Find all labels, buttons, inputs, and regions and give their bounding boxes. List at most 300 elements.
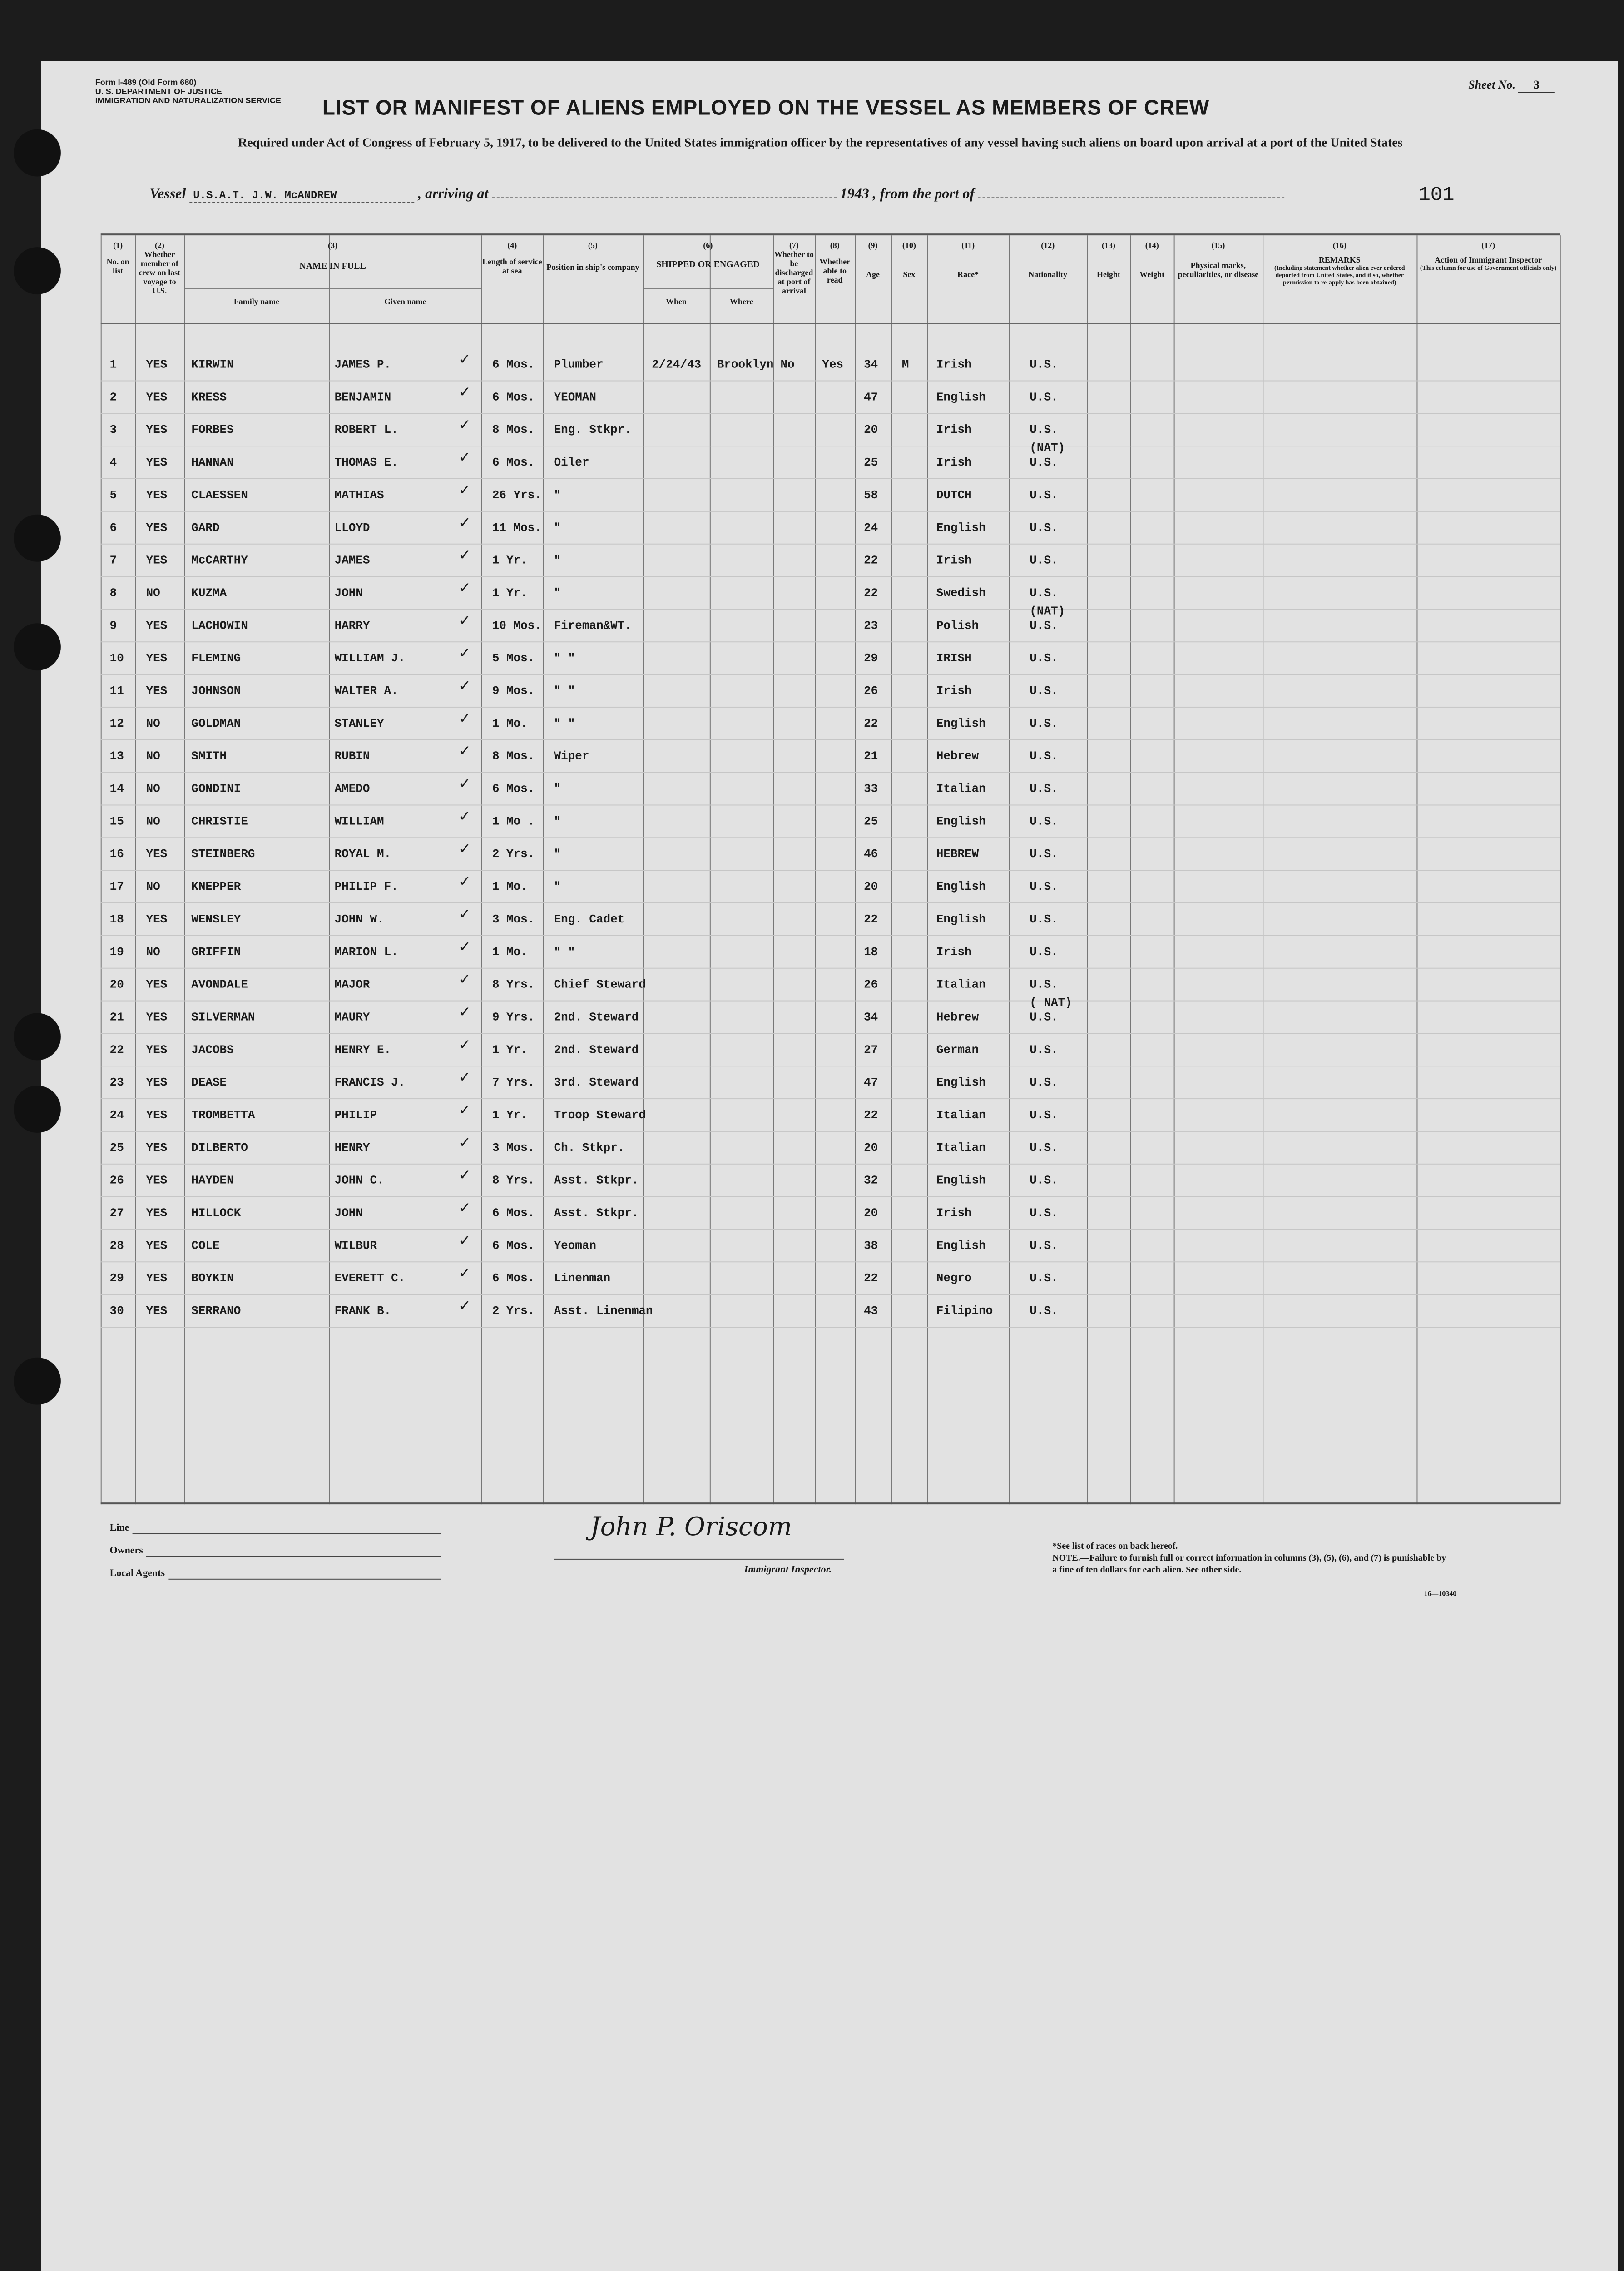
nationality: U.S. <box>1030 749 1058 763</box>
manifest-page <box>41 61 1618 2271</box>
header-race: (11) Race* <box>957 241 979 279</box>
race: Hebrew <box>936 749 979 763</box>
table-row <box>101 1262 1560 1295</box>
age: 22 <box>864 586 878 600</box>
line-label: Line <box>109 1522 129 1534</box>
row-number: 9 <box>109 619 117 633</box>
position: " " <box>554 684 575 698</box>
given-name: JOHN <box>334 1206 363 1220</box>
given-name: HARRY <box>334 619 370 633</box>
table-row <box>101 996 1560 1034</box>
service-length: 8 Mos. <box>492 423 535 437</box>
given-name: MARION L. <box>334 945 398 959</box>
position: Yeoman <box>554 1239 596 1253</box>
table-row <box>101 577 1560 610</box>
race: English <box>936 880 986 894</box>
position: 2nd. Steward <box>554 1010 639 1024</box>
row-number: 19 <box>109 945 124 959</box>
prev-voyage: NO <box>146 782 160 796</box>
sheet-value: 3 <box>1518 78 1555 93</box>
position: " <box>554 521 561 535</box>
page-title: LIST OR MANIFEST OF ALIENS EMPLOYED ON THE VESSEL AS MEMBERS OF CREW <box>322 95 1210 119</box>
header-read: (8) Whether able to read <box>819 241 851 284</box>
family-name: FORBES <box>191 423 234 437</box>
table-row <box>101 349 1560 382</box>
nationality-note: (NAT) <box>1030 441 1065 455</box>
given-name: FRANCIS J. <box>334 1076 406 1090</box>
given-name: ROBERT L. <box>334 423 398 437</box>
nationality: U.S. <box>1030 977 1058 992</box>
race: English <box>936 1076 986 1090</box>
check-mark-icon: ✓ <box>459 579 471 596</box>
row-number: 27 <box>109 1206 124 1220</box>
family-name: COLE <box>191 1239 220 1253</box>
header-service: (4) Length of service at sea <box>482 241 542 275</box>
check-mark-icon: ✓ <box>459 1199 471 1216</box>
prev-voyage: YES <box>146 847 168 861</box>
given-name: WILLIAM J. <box>334 651 406 665</box>
row-number: 25 <box>109 1140 124 1155</box>
discharge: No <box>780 357 795 372</box>
prev-voyage: YES <box>146 1304 168 1318</box>
header-physical-marks: (15) Physical marks, peculiarities, or disease <box>1178 241 1259 279</box>
check-mark-icon: ✓ <box>459 546 471 564</box>
position: Fireman&WT. <box>554 619 632 633</box>
check-mark-icon: ✓ <box>459 774 471 792</box>
prev-voyage: YES <box>146 357 168 372</box>
check-mark-icon: ✓ <box>459 1133 471 1151</box>
given-name: LLOYD <box>334 521 370 535</box>
table-row <box>101 740 1560 773</box>
table-row <box>101 773 1560 806</box>
nationality: U.S. <box>1030 1206 1058 1220</box>
prev-voyage: NO <box>146 586 160 600</box>
prev-voyage: YES <box>146 1271 168 1285</box>
service-length: 3 Mos. <box>492 912 535 926</box>
given-name: WILBUR <box>334 1239 377 1253</box>
nationality-note: ( NAT) <box>1030 996 1072 1010</box>
row-number: 4 <box>109 456 117 470</box>
header-no: (1) No. on list <box>106 241 129 275</box>
binder-hole-icon <box>14 1358 61 1405</box>
race: Irish <box>936 456 972 470</box>
check-mark-icon: ✓ <box>459 611 471 629</box>
race: Italian <box>936 1140 986 1155</box>
prev-voyage: YES <box>146 553 168 567</box>
nationality: U.S. <box>1030 357 1058 372</box>
service-length: 1 Yr. <box>492 1108 528 1122</box>
given-name: JOHN <box>334 586 363 600</box>
prev-voyage: YES <box>146 1010 168 1024</box>
race: English <box>936 521 986 535</box>
row-number: 15 <box>109 814 124 828</box>
service-length: 11 Mos. <box>492 521 542 535</box>
row-number: 16 <box>109 847 124 861</box>
table-row <box>101 381 1560 414</box>
race: Swedish <box>936 586 986 600</box>
service-length: 10 Mos. <box>492 619 542 633</box>
race: Irish <box>936 1206 972 1220</box>
family-name: JOHNSON <box>191 684 241 698</box>
age: 43 <box>864 1304 878 1318</box>
header-discharge: (7) Whether to be discharged at port of arrival <box>774 241 814 295</box>
table-row <box>101 871 1560 903</box>
family-name: STEINBERG <box>191 847 255 861</box>
age: 34 <box>864 1010 878 1024</box>
age: 20 <box>864 423 878 437</box>
race: IRISH <box>936 651 972 665</box>
given-name: JOHN C. <box>334 1173 384 1187</box>
given-name: HENRY <box>334 1140 370 1155</box>
prev-voyage: YES <box>146 1140 168 1155</box>
row-number: 3 <box>109 423 117 437</box>
row-number: 7 <box>109 553 117 567</box>
footer <box>101 1502 1560 1622</box>
family-name: KUZMA <box>191 586 227 600</box>
nationality: U.S. <box>1030 880 1058 894</box>
age: 22 <box>864 912 878 926</box>
nationality: U.S. <box>1030 716 1058 730</box>
row-number: 17 <box>109 880 124 894</box>
arrival-date <box>666 197 837 198</box>
check-mark-icon: ✓ <box>459 677 471 694</box>
nationality: U.S. <box>1030 390 1058 404</box>
position: " <box>554 553 561 567</box>
service-length: 6 Mos. <box>492 357 535 372</box>
row-number: 23 <box>109 1076 124 1090</box>
nationality: U.S. <box>1030 847 1058 861</box>
position: Eng. Cadet <box>554 912 625 926</box>
table-row <box>101 1034 1560 1066</box>
race: Polish <box>936 619 979 633</box>
position: " " <box>554 716 575 730</box>
age: 29 <box>864 651 878 665</box>
prev-voyage: YES <box>146 977 168 992</box>
check-mark-icon: ✓ <box>459 840 471 858</box>
service-length: 1 Yr. <box>492 553 528 567</box>
binder-hole-icon <box>14 515 61 562</box>
crew-table <box>101 233 1560 1504</box>
age: 25 <box>864 814 878 828</box>
check-mark-icon: ✓ <box>459 807 471 825</box>
service-length: 8 Mos. <box>492 749 535 763</box>
family-name: HAYDEN <box>191 1173 234 1187</box>
service-length: 5 Mos. <box>492 651 535 665</box>
nationality: U.S. <box>1030 619 1058 633</box>
row-number: 12 <box>109 716 124 730</box>
department: U. S. DEPARTMENT OF JUSTICE <box>95 86 222 96</box>
prev-voyage: YES <box>146 521 168 535</box>
signature-line <box>554 1559 844 1560</box>
family-name: GARD <box>191 521 220 535</box>
table-row <box>101 936 1560 969</box>
family-name: JACOBS <box>191 1043 234 1057</box>
family-name: McCARTHY <box>191 553 248 567</box>
nationality: U.S. <box>1030 1173 1058 1187</box>
table-row <box>101 545 1560 577</box>
row-number: 8 <box>109 586 117 600</box>
age: 23 <box>864 619 878 633</box>
age: 22 <box>864 553 878 567</box>
nationality: U.S. <box>1030 1239 1058 1253</box>
binder-hole-icon <box>14 623 61 670</box>
position: " <box>554 488 561 502</box>
age: 27 <box>864 1043 878 1057</box>
table-row <box>101 441 1560 479</box>
family-name: HANNAN <box>191 456 234 470</box>
row-number: 14 <box>109 782 124 796</box>
family-name: CHRISTIE <box>191 814 248 828</box>
position: Troop Steward <box>554 1108 646 1122</box>
table-row <box>101 604 1560 642</box>
position: " <box>554 782 561 796</box>
race: English <box>936 912 986 926</box>
age: 46 <box>864 847 878 861</box>
check-mark-icon: ✓ <box>459 1101 471 1118</box>
nationality: U.S. <box>1030 814 1058 828</box>
prev-voyage: YES <box>146 1173 168 1187</box>
check-mark-icon: ✓ <box>459 448 471 466</box>
family-name: DILBERTO <box>191 1140 248 1155</box>
position: " <box>554 586 561 600</box>
given-name: JAMES <box>334 553 370 567</box>
race: Irish <box>936 553 972 567</box>
prev-voyage: YES <box>146 1239 168 1253</box>
position: Asst. Stkpr. <box>554 1173 639 1187</box>
vessel-name: U.S.A.T. J.W. McANDREW <box>189 189 414 203</box>
header-where: Where <box>729 297 753 306</box>
nationality: U.S. <box>1030 1076 1058 1090</box>
position: " <box>554 847 561 861</box>
races-note: *See list of races on back hereof. <box>1052 1541 1178 1552</box>
table-row <box>101 969 1560 1002</box>
prev-voyage: NO <box>146 880 160 894</box>
table-row <box>101 1132 1560 1165</box>
position: Linenman <box>554 1271 611 1285</box>
service-length: 2 Yrs. <box>492 847 535 861</box>
service-length: 1 Yr. <box>492 586 528 600</box>
given-name: MAURY <box>334 1010 370 1024</box>
nationality-note: (NAT) <box>1030 604 1065 618</box>
row-number: 10 <box>109 651 124 665</box>
service-length: 1 Mo. <box>492 716 528 730</box>
header-shipped: (6) SHIPPED OR ENGAGED <box>656 241 760 270</box>
table-row <box>101 903 1560 936</box>
table-row <box>101 805 1560 838</box>
row-number: 22 <box>109 1043 124 1057</box>
age: 22 <box>864 1271 878 1285</box>
family-name: KNEPPER <box>191 880 241 894</box>
header-remarks: (16) REMARKS (Including statement whether alien ever ordered deported from United States, and if so, whether permission to re-apply has been obtained) <box>1274 241 1405 286</box>
family-name: AVONDALE <box>191 977 248 992</box>
family-name: LACHOWIN <box>191 619 248 633</box>
arriving-label: , arriving at <box>418 186 489 202</box>
race: Filipino <box>936 1304 993 1318</box>
race: Italian <box>936 1108 986 1122</box>
position: Wiper <box>554 749 589 763</box>
owners-field <box>146 1556 441 1557</box>
service-length: 1 Yr. <box>492 1043 528 1057</box>
race: HEBREW <box>936 847 979 861</box>
check-mark-icon: ✓ <box>459 1297 471 1314</box>
table-row <box>101 414 1560 446</box>
check-mark-icon: ✓ <box>459 709 471 727</box>
given-name: THOMAS E. <box>334 456 398 470</box>
position: " <box>554 880 561 894</box>
race: German <box>936 1043 979 1057</box>
nationality: U.S. <box>1030 1108 1058 1122</box>
nationality: U.S. <box>1030 1271 1058 1285</box>
table-row <box>101 1230 1560 1262</box>
service: IMMIGRATION AND NATURALIZATION SERVICE <box>95 95 281 105</box>
position: Oiler <box>554 456 589 470</box>
table-row <box>101 1295 1560 1328</box>
race: English <box>936 1239 986 1253</box>
given-name: WILLIAM <box>334 814 384 828</box>
prev-voyage: NO <box>146 749 160 763</box>
service-length: 26 Yrs. <box>492 488 542 502</box>
given-name: ROYAL M. <box>334 847 391 861</box>
family-name: WENSLEY <box>191 912 241 926</box>
family-name: CLAESSEN <box>191 488 248 502</box>
age: 20 <box>864 1206 878 1220</box>
age: 47 <box>864 390 878 404</box>
row-number: 13 <box>109 749 124 763</box>
penalty-note: NOTE.—Failure to furnish full or correct information in columns (3), (5), (6), and (7) is punishable by a fine of ten dollars for each alien. See other side. <box>1052 1553 1446 1575</box>
family-name: BOYKIN <box>191 1271 234 1285</box>
service-length: 3 Mos. <box>492 1140 535 1155</box>
header-sex: (10) Sex <box>902 241 916 279</box>
given-name: STANLEY <box>334 716 384 730</box>
age: 26 <box>864 684 878 698</box>
table-row <box>101 708 1560 740</box>
race: Irish <box>936 357 972 372</box>
nationality: U.S. <box>1030 1140 1058 1155</box>
inspector-signature: John P. Oriscom <box>590 1512 792 1542</box>
prev-voyage: NO <box>146 716 160 730</box>
prev-voyage: YES <box>146 1043 168 1057</box>
row-number: 5 <box>109 488 117 502</box>
check-mark-icon: ✓ <box>459 416 471 433</box>
age: 47 <box>864 1076 878 1090</box>
age: 26 <box>864 977 878 992</box>
given-name: HENRY E. <box>334 1043 391 1057</box>
service-length: 6 Mos. <box>492 1206 535 1220</box>
row-number: 2 <box>109 390 117 404</box>
year-prefix: 19 <box>840 186 855 202</box>
prev-voyage: YES <box>146 651 168 665</box>
arriving-port <box>492 197 662 198</box>
position: YEOMAN <box>554 390 596 404</box>
age: 22 <box>864 716 878 730</box>
header-age: (9) Age <box>866 241 880 279</box>
row-number: 21 <box>109 1010 124 1024</box>
check-mark-icon: ✓ <box>459 1068 471 1086</box>
family-name: KRESS <box>191 390 227 404</box>
agents-label: Local Agents <box>109 1567 165 1579</box>
given-name: MATHIAS <box>334 488 384 502</box>
position: Asst. Stkpr. <box>554 1206 639 1220</box>
age: 22 <box>864 1108 878 1122</box>
row-number: 26 <box>109 1173 124 1187</box>
prev-voyage: YES <box>146 488 168 502</box>
race: English <box>936 1173 986 1187</box>
header-prev-voyage: (2) Whether member of crew on last voyage to U.S. <box>139 241 181 295</box>
nationality: U.S. <box>1030 782 1058 796</box>
race: Italian <box>936 782 986 796</box>
sex: M <box>901 357 909 372</box>
vessel-line <box>149 186 1284 203</box>
prev-voyage: YES <box>146 390 168 404</box>
family-name: DEASE <box>191 1076 227 1090</box>
row-number: 11 <box>109 684 124 698</box>
check-mark-icon: ✓ <box>459 742 471 759</box>
line-field <box>133 1533 441 1534</box>
age: 21 <box>864 749 878 763</box>
shipped-where: Brooklyn <box>717 357 774 372</box>
binder-hole-icon <box>14 1086 61 1133</box>
race: English <box>936 814 986 828</box>
row-number: 6 <box>109 521 117 535</box>
header-when: When <box>666 297 687 306</box>
sheet-label: Sheet No. <box>1468 77 1516 91</box>
position: 3rd. Steward <box>554 1076 639 1090</box>
given-name: EVERETT C. <box>334 1271 406 1285</box>
prev-voyage: YES <box>146 912 168 926</box>
header-height: (13) Height <box>1096 241 1120 279</box>
row-number: 30 <box>109 1304 124 1318</box>
age: 18 <box>864 945 878 959</box>
binder-hole-icon <box>14 247 61 294</box>
sheet-number <box>1468 78 1555 93</box>
given-name: PHILIP <box>334 1108 377 1122</box>
family-name: TROMBETTA <box>191 1108 255 1122</box>
service-length: 2 Yrs. <box>492 1304 535 1318</box>
header-position: (5) Position in ship's company <box>546 241 639 272</box>
form-number: Form I-489 (Old Form 680) <box>95 77 197 87</box>
age: 33 <box>864 782 878 796</box>
check-mark-icon: ✓ <box>459 905 471 922</box>
age: 25 <box>864 456 878 470</box>
age: 24 <box>864 521 878 535</box>
position: 2nd. Steward <box>554 1043 639 1057</box>
table-row <box>101 642 1560 675</box>
nationality: U.S. <box>1030 912 1058 926</box>
service-length: 1 Mo. <box>492 880 528 894</box>
given-name: BENJAMIN <box>334 390 391 404</box>
nationality: U.S. <box>1030 553 1058 567</box>
check-mark-icon: ✓ <box>459 1036 471 1053</box>
check-mark-icon: ✓ <box>459 1166 471 1184</box>
given-name: AMEDO <box>334 782 370 796</box>
table-row <box>101 838 1560 871</box>
prev-voyage: YES <box>146 1206 168 1220</box>
header-inspector-action: (17) Action of Immigrant Inspector (This column for use of Government officials only) <box>1420 241 1557 272</box>
header-family-name: Family name <box>233 297 280 306</box>
inspector-label: Immigrant Inspector. <box>744 1564 832 1575</box>
check-mark-icon: ✓ <box>459 970 471 988</box>
race: English <box>936 716 986 730</box>
shipped-when: 2/24/43 <box>652 357 702 372</box>
nationality: U.S. <box>1030 651 1058 665</box>
check-mark-icon: ✓ <box>459 1003 471 1021</box>
table-row <box>101 512 1560 545</box>
nationality: U.S. <box>1030 1304 1058 1318</box>
race: DUTCH <box>936 488 972 502</box>
header-name: (3) NAME IN FULL <box>299 241 366 272</box>
prev-voyage: NO <box>146 945 160 959</box>
race: Negro <box>936 1271 972 1285</box>
